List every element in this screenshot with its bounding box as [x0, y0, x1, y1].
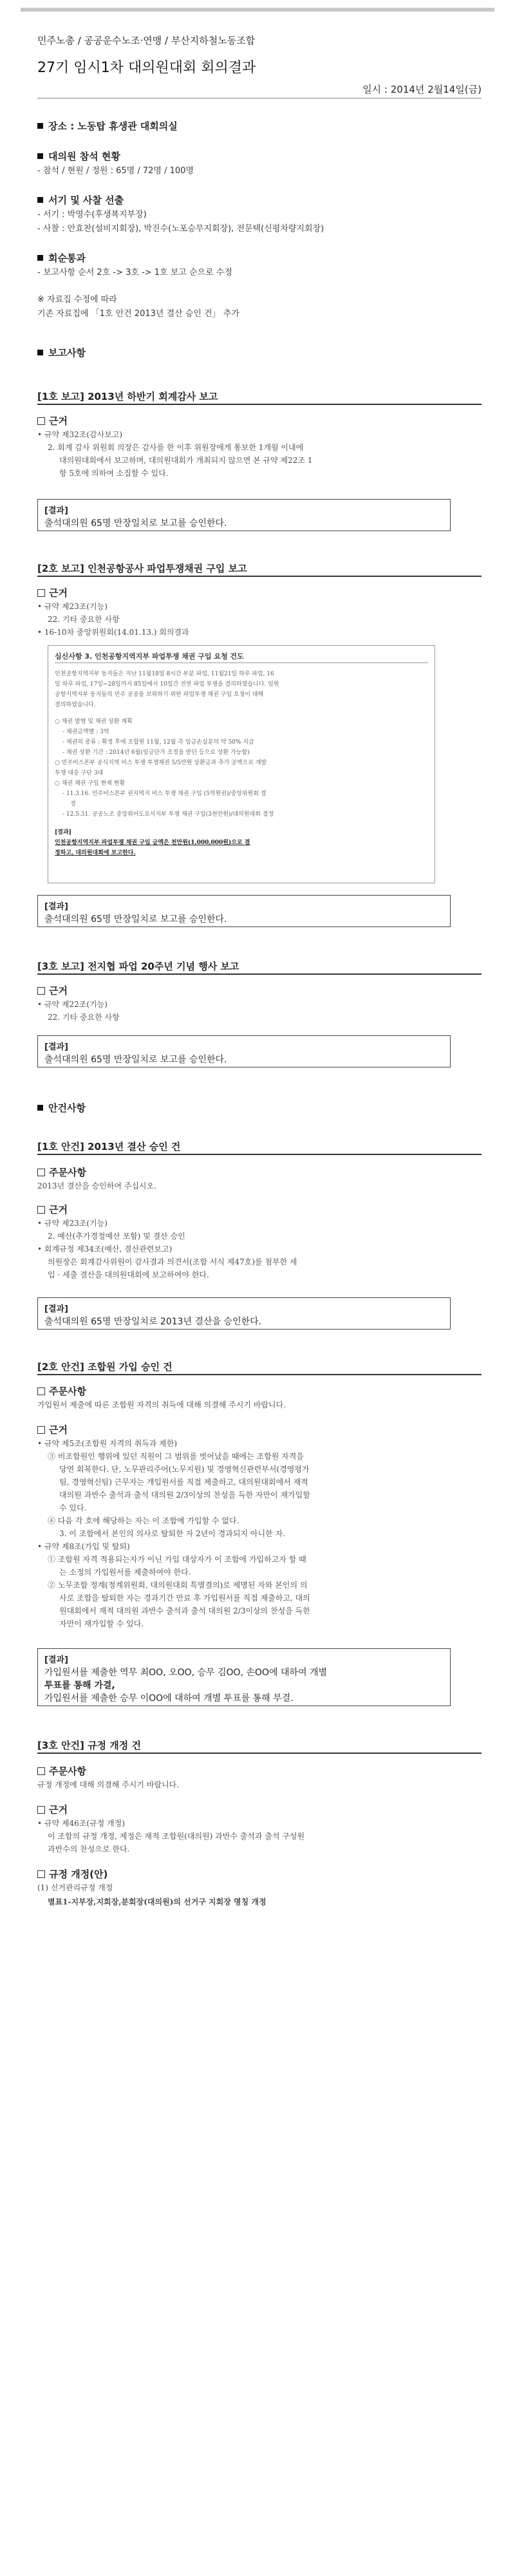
order-text: - 보고사항 순서 2호 -> 3호 -> 1호 보고 순으로 수정	[37, 268, 232, 277]
square-bullet-icon	[37, 350, 43, 355]
open-square-icon	[37, 1767, 45, 1775]
open-square-icon	[37, 987, 45, 995]
result-text: 가입원서를 제출한 역무 최OO, 오OO, 승무 김OO, 손OO에 대하여 개별	[44, 1668, 328, 1678]
secretary-text: - 서기 : 박영수(후생복지부장)	[37, 210, 147, 220]
report-1-basis-line: 2. 회계 감사 위원회 의장은 감사를 한 이후 위원장에게 통보한 1개월 이내에	[48, 443, 304, 452]
report-3-basis-heading: 근거	[37, 984, 482, 997]
attendance-heading: 대의원 참석 현황	[37, 149, 482, 163]
agenda-1-result-box	[37, 1297, 451, 1330]
open-square-icon	[37, 1387, 45, 1395]
top-divider	[21, 8, 494, 12]
open-square-icon	[37, 1426, 45, 1434]
report-2-basis-heading: 근거	[37, 586, 482, 599]
agenda-3-basis-line: 과반수의 찬성으로 한다.	[48, 1845, 130, 1854]
result-text: 출석대의원 65명 만장일치로 보고를 승인한다.	[44, 914, 227, 925]
result-text: 출석대의원 65명 만장일치로 보고를 승인한다.	[44, 518, 227, 529]
agenda-1-basis-line: 입 · 세출 결산을 대의원대회에 보고하여야 한다.	[48, 1270, 209, 1279]
agenda-1-main-heading: 주문사항	[37, 1165, 482, 1179]
agenda-2-main-text: 가입원서 제출에 따른 조합원 자격의 취득에 대해 의결해 주시기 바랍니다.	[37, 1400, 286, 1409]
agenda-3-basis-line: • 규약 제46조(규정 개정)	[37, 1819, 125, 1828]
report-1-basis-line: 항 5호에 의하여 소집할 수 있다.	[59, 469, 169, 478]
result-label: [결과]	[44, 1304, 68, 1314]
agenda-3-main-heading: 주문사항	[37, 1764, 482, 1778]
meeting-date: 일시 : 2014년 2월14일(금)	[362, 84, 482, 95]
agenda-2-main-heading: 주문사항	[37, 1384, 482, 1398]
report-1-basis-line: 대의원대회에서 보고하며, 대의원대회가 개최되지 않으면 본 규약 제22조 1	[59, 456, 313, 465]
header-divider	[37, 98, 482, 99]
report-2-basis-line: 22. 기타 중요한 사항	[48, 615, 120, 624]
agenda-1-basis-line: • 회계규정 제34조(예산, 결산관련보고)	[37, 1245, 173, 1254]
open-square-icon	[37, 417, 45, 425]
agenda-2-basis-heading: 근거	[37, 1423, 482, 1436]
agenda-1-rule	[37, 1154, 482, 1155]
agenda-1-title: [1호 안건] 2013년 결산 승인 건	[37, 1141, 181, 1152]
agenda-1-main-text: 2013년 결산을 승인하여 주십시오.	[37, 1181, 156, 1190]
report-1-rule	[37, 404, 482, 405]
result-text: 투표를 통해 가결,	[44, 1680, 115, 1691]
report-2-rule	[37, 576, 482, 577]
note-line-1: ※ 자료집 수정에 따라	[37, 295, 117, 305]
agenda-2-rule	[37, 1374, 482, 1375]
excerpt-title: 심신사항 3. 인천공항지역지부 파업투쟁 채권 구입 요청 건도	[55, 652, 244, 661]
result-label: [결과]	[44, 1655, 68, 1665]
attendance-text: - 참석 / 현원 / 정원 : 65명 / 72명 / 100명	[37, 166, 194, 176]
report-3-basis-line: • 규약 제22조(기능)	[37, 1000, 108, 1009]
open-square-icon	[37, 1169, 45, 1176]
report-2-title: [2호 보고] 인천공항공사 파업투쟁채권 구입 보고	[37, 563, 247, 574]
report-3-basis-line: 22. 기타 중요한 사항	[48, 1013, 120, 1022]
excerpt-body: 인천공항지역지부 동지들은 지난 11월18일 8시간 부분 파업, 11월21일 하루 파업, 16 일 하루 파업, 17일~28일까지 85일에서 10일간 전면 파업 투쟁을 결의하였습니다. 임원 공항지역지부 동지들의 민주 공공을 보위하기 위한 파업투쟁 채권 구입 요청이 대해 결의하였습니다. ○ 채권 발행 및 채권 상환 계획 - 채권금액별 : 3억 - 채권의 종류 : 확정 후에 조합원 11월, 12월 즉 임금손실분의 약 50% 지급 - 채권 상환 기간 : 2014년 6월(임금단가 조정을 받던 등으로 상환 가능함) ○ 민주비스본부 공식지역 비스 투쟁 투쟁채권 5/5만원 상환금과 추가 공백으로 개발 투쟁 대응 구단 3대 ○ 채권 채권 구입 현재 현황 - 11.3.16. 민주비스본부 권지역지 비스 투쟁 채권 구입 (5억원권)/중앙위원회 결 정 - 12.5.31. 공공노조 중앙위이도요서지부 투쟁 채권 구입(3천만원)/대의원대회 결정 [결과] 인천공항지역지부 파업투쟁 채권 구입 금액은 천만원(1,000,000원)으로 결 정하고, 대의원대회에 보고한다.	[55, 671, 279, 856]
report-2-result-box	[37, 895, 451, 927]
open-square-icon	[37, 1870, 45, 1878]
result-label: [결과]	[44, 1042, 68, 1052]
result-label: [결과]	[44, 506, 68, 516]
report-1-result-box	[37, 499, 451, 531]
agenda-1-basis-line: 의원장은 회계감사위원이 감사결과 의견서(조합 서식 제47호)를 첨부한 세	[48, 1257, 297, 1266]
agenda-3-basis-heading: 근거	[37, 1803, 482, 1816]
agenda-3-amend-heading: 규정 개정(안)	[37, 1867, 482, 1881]
square-bullet-icon	[37, 255, 43, 261]
agenda-3-amend-line: 별표1-지부장,지회장,분회장(대의원)의 선거구 지회장 명칭 개정	[48, 1897, 267, 1906]
agenda-3-amend-line: (1) 선거관리규정 개정	[37, 1883, 113, 1892]
report-1-title: [1호 보고] 2013년 하반기 회계감사 보고	[37, 391, 218, 402]
result-text: 출석대의원 65명 만장일치로 보고를 승인한다.	[44, 1055, 227, 1065]
agenda-2-basis-text: • 규약 제5조(조합원 자격의 취득과 제한) ③ 비조합원인 행위에 있던 직원이 그 범위를 벗어났을 때에는 조합원 자격을 당연 회복한다. 단, 노무관리주어(노무지원) 및 경영혁신관련부서(경영평가 팀, 경영혁신팀) 근무자는 개입원서를 직접 제출하고, 대의원대회에서 재적 대의원 과반수 출석과 출석 대의원 2/3이상의 찬성을 득한 자만이 재가입할 수 있다. ④ 다음 각 호에 해당하는 자는 이 조합에 가입할 수 없다. 3. 이 조합에서 본인의 의사로 탈퇴한 자 2년이 경과되지 아니한 자. • 규약 제8조(가입 및 탈퇴) ① 조합원 자격 적용되는자가 이닌 가입 대상자가 이 조합에 가입하고자 할 때 는 소정의 가입원서를 제출하여야 한다. ② 노무조합 정계(정계위원회, 대의원대회 특별결의)로 제명된 자와 본인의 의 사로 조합을 탈퇴한 자는 경과기간 만료 후 가입원서를 직접 제출하고, 대의 원대회에서 재적 대의원 과반수 출석과 출석 대의원 2/3이상의 찬성을 득한 자만이 재가입할 수 있다.	[37, 1439, 310, 1628]
result-text: 출석대의원 65명 만장일치로 2013년 결산을 승인한다.	[44, 1317, 262, 1327]
report-2-basis-line: • 규약 제23조(기능)	[37, 602, 108, 611]
result-label: [결과]	[44, 902, 68, 912]
committee-excerpt-box	[48, 645, 435, 883]
agenda-1-basis-line: 2. 예산(추가경정예산 포함) 및 결산 승인	[48, 1232, 185, 1241]
agenda-3-rule	[37, 1753, 482, 1754]
agenda-1-basis-heading: 근거	[37, 1203, 482, 1216]
agenda-section-heading: 안건사항	[37, 1101, 482, 1114]
square-bullet-icon	[37, 123, 43, 129]
page-title: 27기 임시1차 대의원대회 회의결과	[37, 60, 256, 76]
report-2-basis-line: • 16-10차 중앙위원회(14.01.13.) 회의결과	[37, 628, 189, 637]
agenda-3-basis-line: 이 조합의 규정 개정, 제정은 재적 조합원(대의원) 과반수 출석과 출석 구성원	[48, 1832, 305, 1841]
place-heading: 장소 : 노동탑 휴생관 대회의실	[37, 119, 482, 133]
agenda-2-title: [2호 안건] 조합원 가입 승인 건	[37, 1361, 173, 1373]
square-bullet-icon	[37, 153, 43, 159]
open-square-icon	[37, 1806, 45, 1814]
inspectors-text: - 사찰 : 안효찬(설비지회장), 박진수(노포승무지회장), 전문택(신평차량지회장)	[37, 224, 324, 234]
open-square-icon	[37, 1206, 45, 1214]
result-text: 가입원서를 제출한 승무 이OO에 대하여 개별 투표를 통해 부결.	[44, 1693, 294, 1704]
officers-heading: 서기 및 사찰 선출	[37, 193, 482, 207]
report-3-rule	[37, 973, 482, 975]
report-1-basis-heading: 근거	[37, 414, 482, 428]
agenda-3-title: [3호 안건] 규정 개정 건	[37, 1740, 141, 1751]
open-square-icon	[37, 589, 45, 597]
report-1-basis-line: • 규약 제32조(감사보고)	[37, 430, 123, 439]
organization-line: 민주노총 / 공공운수노조·연맹 / 부산지하철노동조합	[37, 35, 256, 46]
order-heading: 회순통과	[37, 251, 482, 265]
square-bullet-icon	[37, 197, 43, 203]
square-bullet-icon	[37, 1105, 43, 1111]
reports-section-heading: 보고사항	[37, 346, 482, 359]
agenda-1-basis-line: • 규약 제23조(기능)	[37, 1219, 108, 1228]
note-line-2: 기존 자료집에 「1호 안건 2013년 결산 승인 건」 추가	[37, 309, 239, 319]
agenda-3-main-text: 규정 개정에 대해 의결해 주시기 바랍니다.	[37, 1780, 179, 1789]
report-3-title: [3호 보고] 전지협 파업 20주년 기념 행사 보고	[37, 961, 239, 972]
agenda-2-result-box	[37, 1648, 451, 1706]
report-3-result-box	[37, 1035, 451, 1067]
